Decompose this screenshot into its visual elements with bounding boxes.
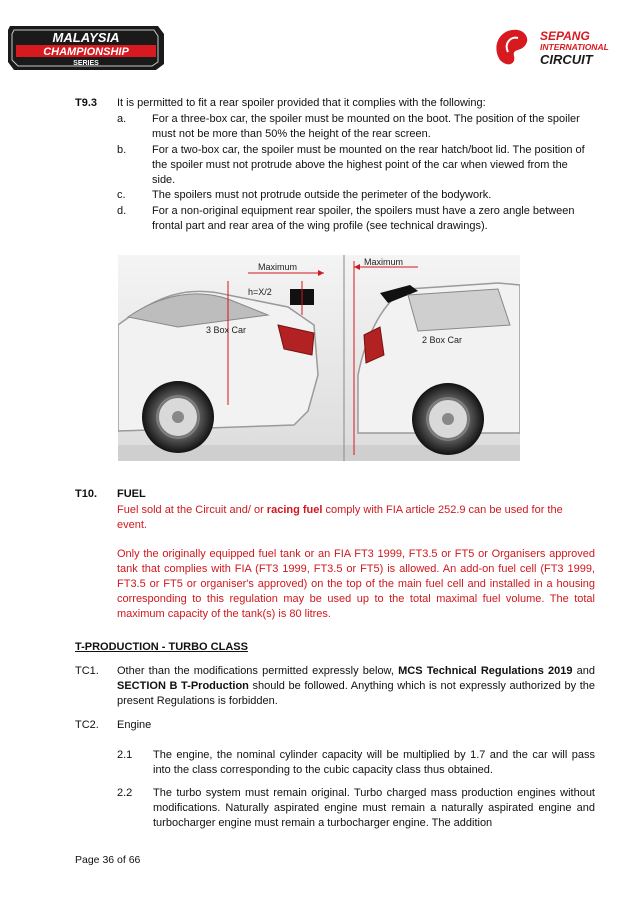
label-3-box-car: 3 Box Car	[206, 325, 247, 335]
t93-item-d-text: For a non-original equipment rear spoiler, the spoilers must have a zero angle between frontal part and rear area of the wing profile (see technical drawings).	[152, 205, 575, 232]
logo-right-line1: SEPANG	[540, 29, 590, 43]
spoiler-technical-drawing	[118, 255, 520, 461]
t10-paragraph-1	[117, 503, 595, 533]
t10-p1-c: comply with FIA article 252.9 can be used for the event.	[117, 504, 563, 531]
tc1-text	[117, 664, 595, 709]
tc2-item-2-1-text: The engine, the nominal cylinder capacity will be multiplied by 1.7 and the car will pass into the class corresponding to the cubic capacity class thus obtained.	[153, 749, 595, 776]
label-2-box-car: 2 Box Car	[422, 335, 463, 345]
tc2-item-2-2-text: The turbo system must remain original. Turbo charged mass production engines without modifications. Naturally aspirated engine must remain a naturally aspirated engine and turbocharger engine must remain a turbocharger engine. The addition	[153, 787, 595, 829]
tc1-number: TC1.	[75, 665, 99, 677]
logo-right-line2: INTERNATIONAL	[540, 42, 609, 52]
malaysia-championship-series-logo	[6, 22, 166, 72]
tc1-b1: MCS Technical Regulations 2019	[398, 665, 573, 677]
label-h-x2: h=X/2	[248, 287, 272, 297]
tc2-item-2-2-key: 2.2	[117, 787, 133, 799]
logo-left-line3: SERIES	[73, 60, 99, 67]
label-maximum-right: Maximum	[364, 257, 404, 267]
t10-heading: FUEL	[117, 488, 146, 500]
t93-number: T9.3	[75, 97, 98, 109]
tc1-t2: and	[572, 665, 595, 677]
t10-number: T10.	[75, 488, 98, 500]
t93-item-c-key: c.	[117, 189, 126, 201]
logo-left-line2: CHAMPIONSHIP	[43, 46, 129, 58]
tc1-b2: SECTION B T-Production	[117, 680, 249, 692]
section-title-t-production-turbo: T-PRODUCTION - TURBO CLASS	[75, 641, 248, 653]
t10-paragraph-2: Only the originally equipped fuel tank or an FIA FT3 1999, FT3.5 or FT5 or Organisers approved tank that complies with FIA (FT3 1999, FT3.5 or FT5) is allowed. An add-on fuel cell (FT3 1999, FT3.5 or FT5 or organiser's approved) on the top of the main fuel cell and installed in a housing corresponding to this regulation may be used up to the total maximal fuel volume. The total maximum capacity of the tank(s) is 80 litres.	[117, 548, 595, 620]
tc2-number: TC2.	[75, 719, 99, 731]
logo-right-line3: CIRCUIT	[540, 52, 593, 67]
tc1-t3: should be followed. Anything which is not expressly authorized by the present Regulations is forbidden.	[117, 680, 595, 707]
tc2-item-2-1-key: 2.1	[117, 749, 133, 761]
t93-item-b-text: For a two-box car, the spoiler must be mounted on the rear hatch/boot lid. The position of the spoiler must not protrude above the highest point of the car when viewed from the side.	[152, 144, 585, 186]
page-footer: Page 36 of 66	[75, 854, 141, 866]
sepang-international-circuit-logo	[490, 22, 626, 72]
t93-item-b-key: b.	[117, 144, 127, 156]
t10-p1-a: Fuel sold at the Circuit and/ or	[117, 504, 267, 516]
logo-left-line1: MALAYSIA	[52, 30, 120, 45]
t10-p1-racing-fuel: racing fuel	[266, 504, 323, 516]
t93-item-d-key: d.	[117, 205, 127, 217]
t93-item-a-key: a.	[117, 113, 127, 125]
label-maximum-left: Maximum	[258, 262, 298, 272]
t93-item-c-text: The spoilers must not protrude outside the perimeter of the bodywork.	[152, 189, 492, 201]
tc1-t1: Other than the modifications permitted expressly below,	[117, 665, 399, 677]
t93-lead: It is permitted to fit a rear spoiler provided that it complies with the following:	[117, 97, 486, 109]
tc2-lead: Engine	[117, 719, 152, 731]
t93-item-a-text: For a three-box car, the spoiler must be mounted on the boot. The position of the spoiler must not be more than 50% the height of the rear screen.	[152, 113, 580, 140]
